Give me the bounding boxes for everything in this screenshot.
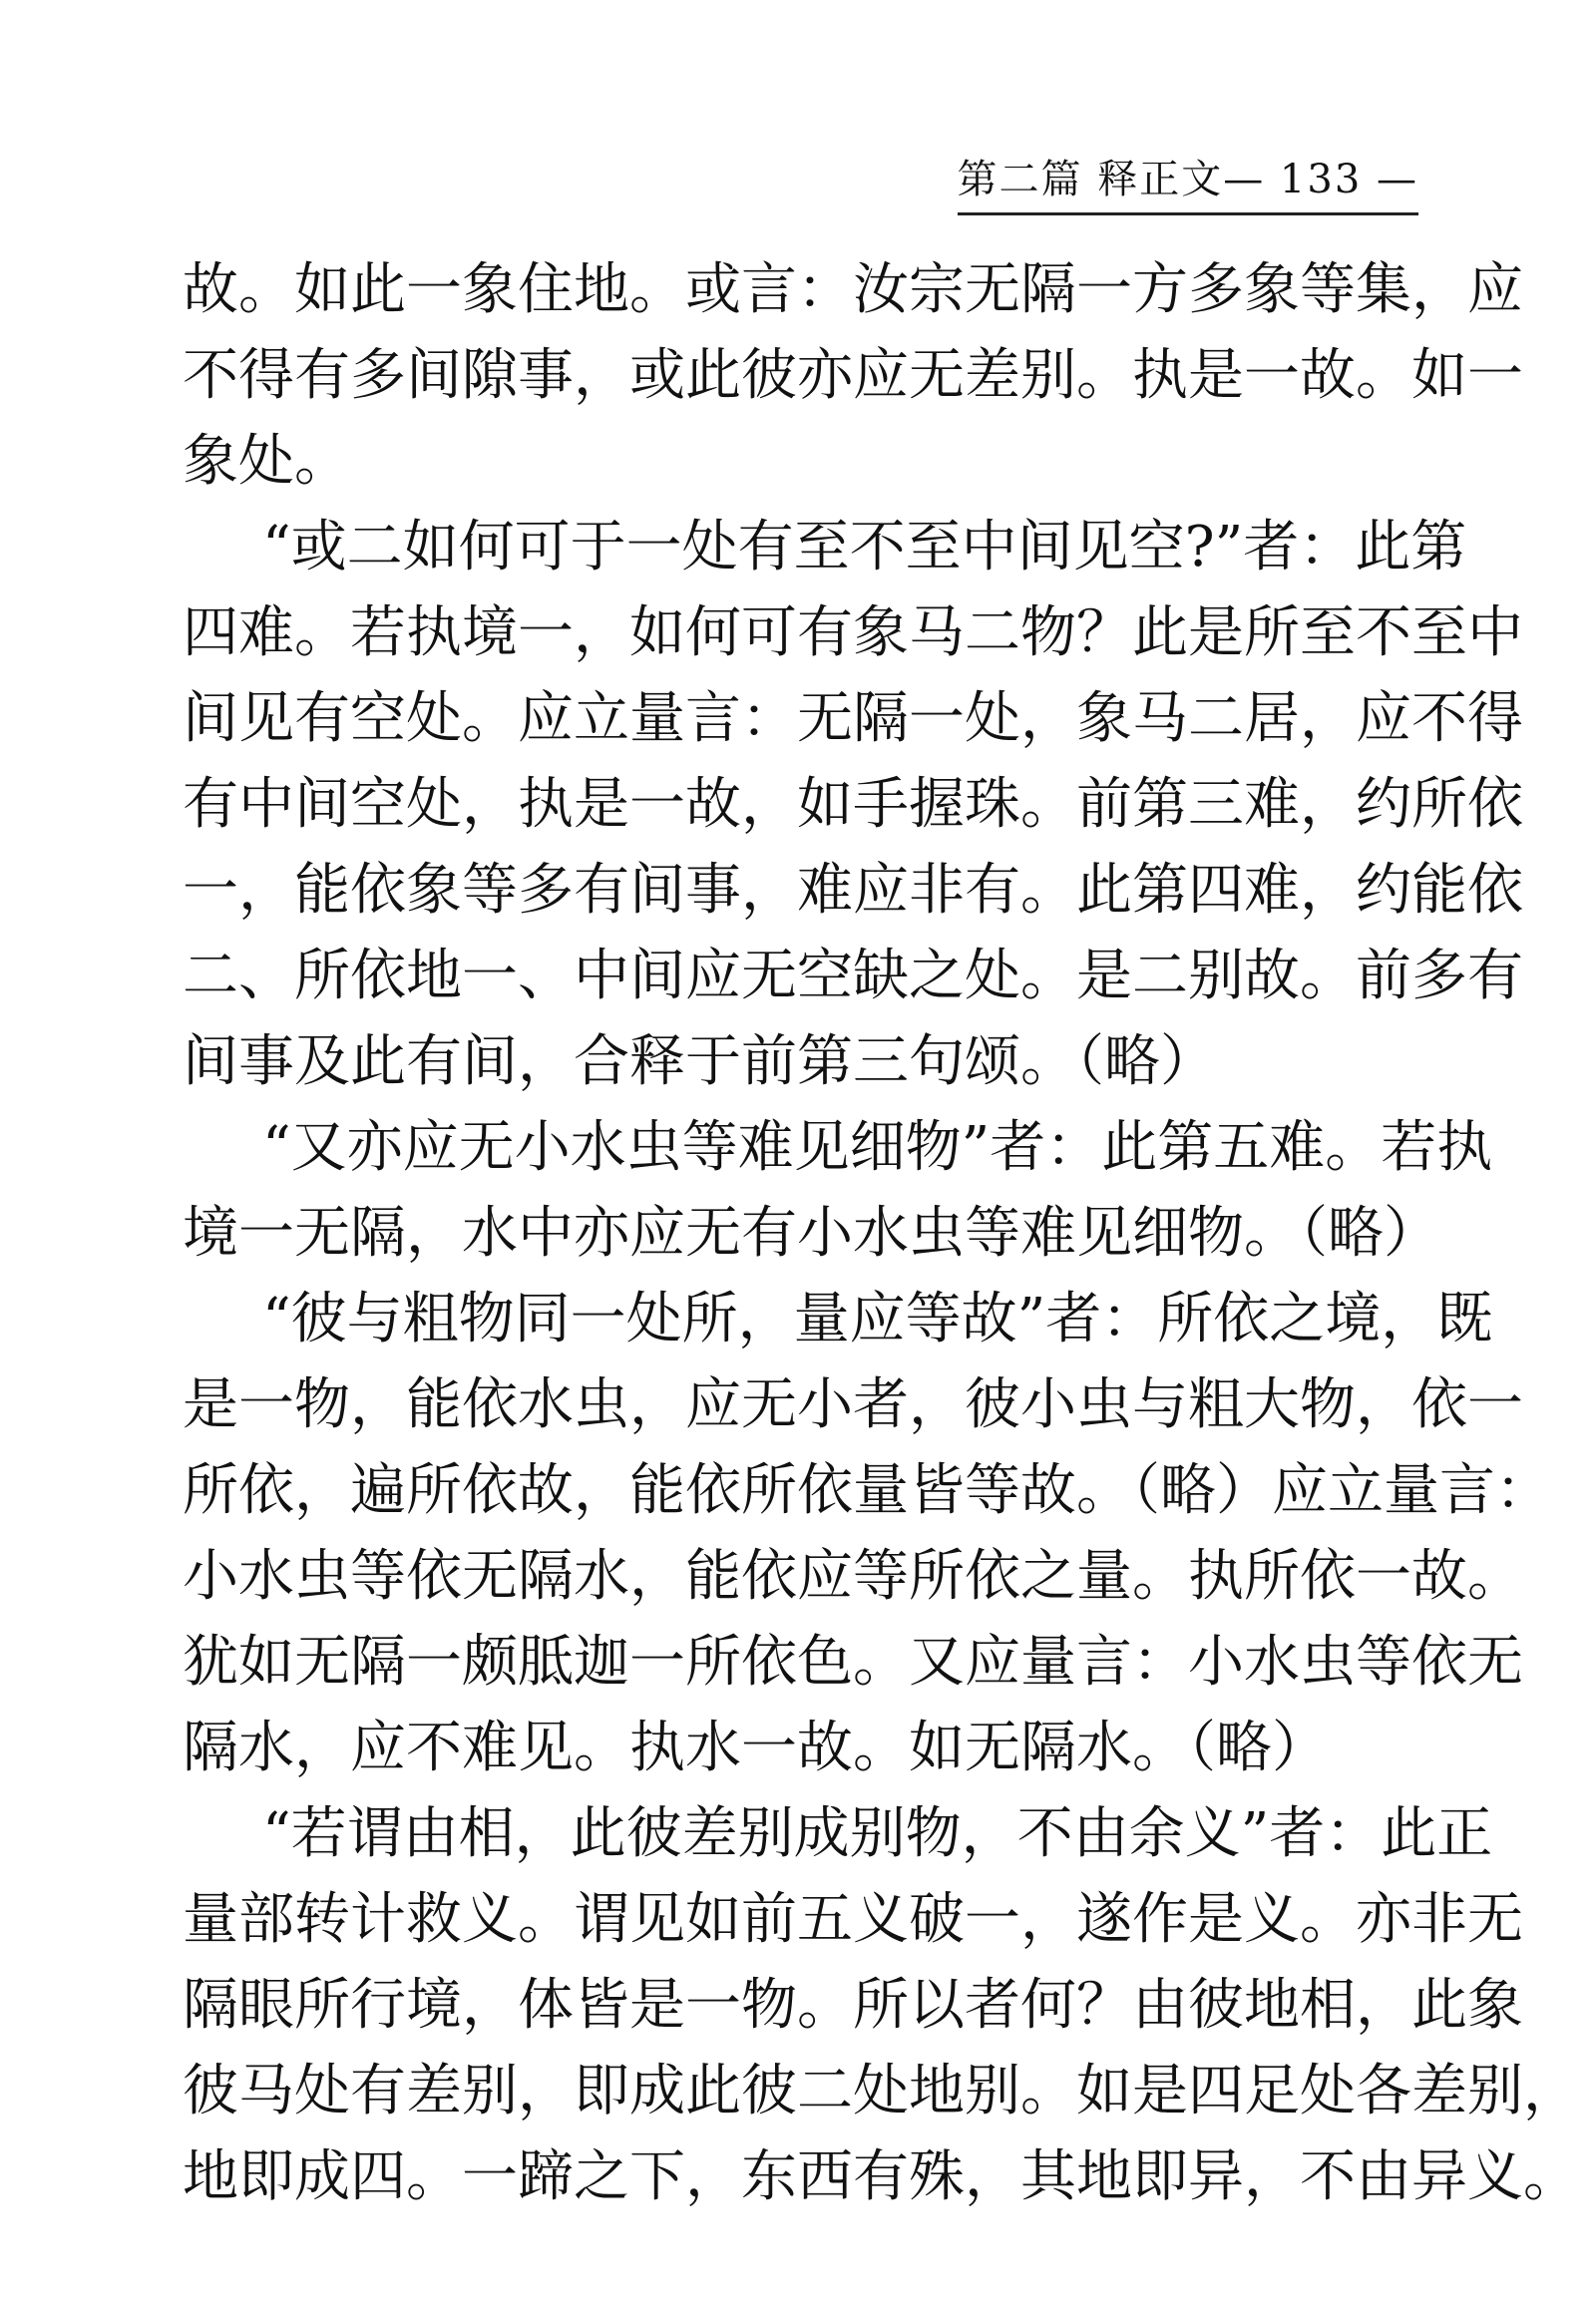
text-line: 二、所依地一、中间应无空缺之处。是二别故。前多有 (183, 944, 1523, 1008)
text-line: 四难。若执境一，如何可有象马二物？此是所至不至中 (183, 600, 1523, 665)
text-line: “彼与粗物同一处所，量应等故”者：所依之境，既 (262, 1287, 1493, 1351)
text-line: 境一无隔，水中亦应无有小水虫等难见细物。（略） (183, 1201, 1439, 1266)
text-line: 彼马处有差别，即成此彼二处地别。如是四足处各差别， (183, 2059, 1579, 2123)
text-line: 是一物，能依水虫，应无小者，彼小虫与粗大物，依一 (183, 1372, 1523, 1437)
text-line: 间事及此有间，合释于前第三句颂。（略） (183, 1029, 1216, 1094)
text-line: 不得有多间隙事，或此彼亦应无差别。执是一故。如一 (183, 343, 1523, 408)
text-line: 有中间空处，执是一故，如手握珠。前第三难，约所依 (183, 772, 1523, 837)
text-line: 隔眼所行境，体皆是一物。所以者何？由彼地相，此象 (183, 1973, 1523, 2038)
text-line: 象处。 (183, 429, 350, 494)
text-line: 量部转计救义。谓见如前五义破一，遂作是义。亦非无 (183, 1887, 1523, 1952)
running-header: 第二篇 释正文— 133 — (958, 148, 1419, 215)
text-line: “又亦应无小水虫等难见细物”者：此第五难。若执 (262, 1115, 1493, 1180)
text-line: 一，能依象等多有间事，难应非有。此第四难，约能依 (183, 858, 1523, 923)
text-line: 故。如此一象住地。或言：汝宗无隔一方多象等集，应 (183, 257, 1523, 322)
text-line: 隔水，应不难见。执水一故。如无隔水。（略） (183, 1716, 1328, 1780)
body-text (183, 247, 1579, 2220)
text-line: 小水虫等依无隔水，能依应等所依之量。执所依一故。 (183, 1544, 1523, 1609)
text-line: 犹如无隔一颇胝迦一所依色。又应量言：小水虫等依无 (183, 1630, 1523, 1695)
text-line: 地即成四。一蹄之下，东西有殊，其地即异，不由异义。 (183, 2144, 1579, 2209)
text-line: “若谓由相，此彼差别成别物，不由余义”者：此正 (262, 1801, 1493, 1866)
text-line: 间见有空处。应立量言：无隔一处，象马二居，应不得 (183, 686, 1523, 751)
text-line: 所依，遍所依故，能依所依量皆等故。（略）应立量言： (183, 1458, 1551, 1523)
text-line: “或二如何可于一处有至不至中间见空?”者：此第 (262, 515, 1467, 579)
